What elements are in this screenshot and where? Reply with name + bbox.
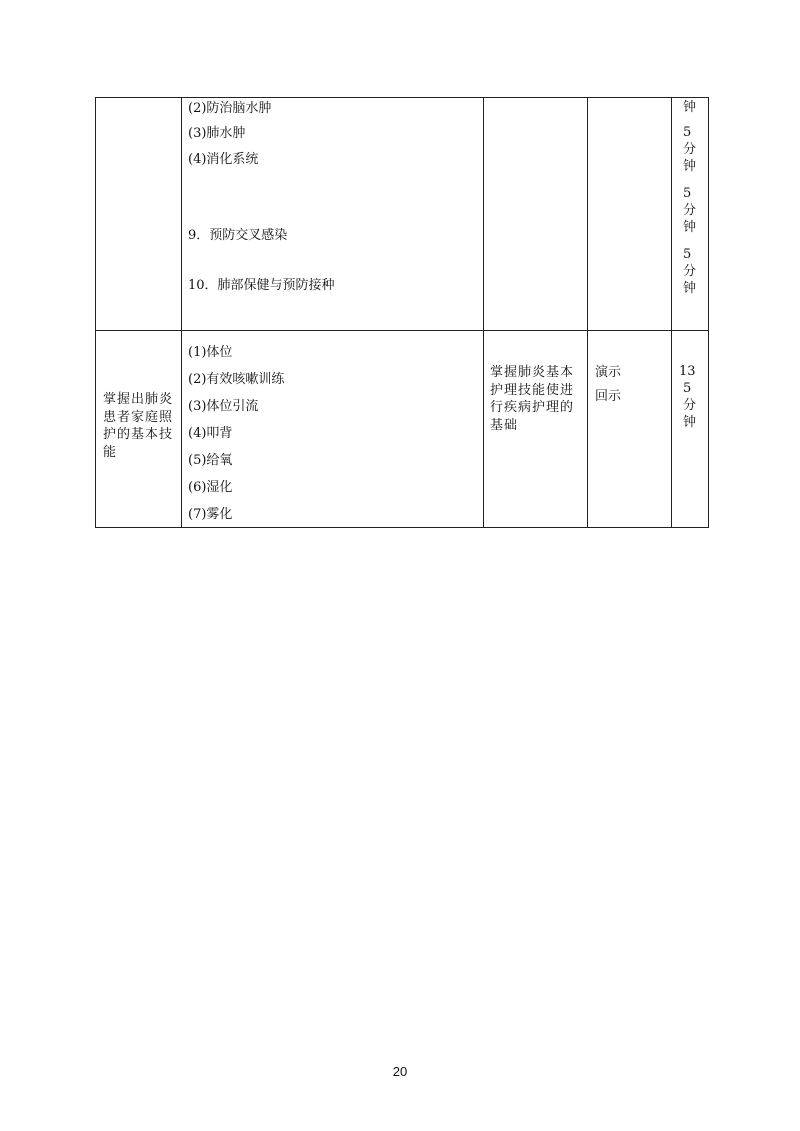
content-cell bbox=[182, 331, 484, 528]
goal-text: 掌握出肺炎患者家庭照护的基本技能 bbox=[103, 392, 174, 460]
content-item: (6)湿化 bbox=[188, 480, 233, 495]
time-char: 5 bbox=[683, 381, 692, 396]
time-cell bbox=[672, 331, 709, 528]
table-row bbox=[96, 98, 709, 331]
content-item: (4)叩背 bbox=[188, 426, 233, 441]
schedule-table bbox=[95, 97, 709, 528]
time-char: 13 bbox=[679, 364, 696, 379]
time-char: 分 bbox=[683, 398, 697, 413]
content-item: (2)有效咳嗽训练 bbox=[188, 372, 285, 387]
time-char: 5 bbox=[683, 247, 692, 262]
method-cell bbox=[588, 98, 672, 331]
content-item: (4)消化系统 bbox=[188, 152, 259, 167]
time-char: 5 bbox=[683, 125, 692, 140]
content-item: (7)雾化 bbox=[188, 507, 233, 522]
time-char: 钟 bbox=[683, 100, 697, 115]
time-char: 钟 bbox=[683, 415, 697, 430]
time-char: 钟 bbox=[683, 220, 697, 235]
method-item: 回示 bbox=[595, 389, 622, 404]
time-cell bbox=[672, 98, 709, 331]
time-char: 钟 bbox=[683, 281, 697, 296]
time-char: 钟 bbox=[683, 159, 697, 174]
page-number: 20 bbox=[392, 1064, 408, 1079]
purpose-cell bbox=[484, 331, 588, 528]
content-item: (3)体位引流 bbox=[188, 399, 259, 414]
content-cell bbox=[182, 98, 484, 331]
time-char: 分 bbox=[683, 264, 697, 279]
content-item: (2)防治脑水肿 bbox=[188, 101, 272, 116]
goal-cell bbox=[96, 98, 182, 331]
content-item: 10．肺部保健与预防接种 bbox=[188, 278, 335, 293]
content-item: (5)给氧 bbox=[188, 453, 233, 468]
goal-cell bbox=[96, 331, 182, 528]
purpose-text: 掌握肺炎基本护理技能使进行疾病护理的基础 bbox=[490, 365, 575, 433]
table-row bbox=[96, 331, 709, 528]
purpose-cell bbox=[484, 98, 588, 331]
method-item: 演示 bbox=[595, 365, 622, 380]
content-item: (1)体位 bbox=[188, 345, 233, 360]
time-char: 分 bbox=[683, 142, 697, 157]
content-item: 9．预防交叉感染 bbox=[188, 228, 288, 243]
method-cell bbox=[588, 331, 672, 528]
time-char: 5 bbox=[683, 186, 692, 201]
time-char: 分 bbox=[683, 203, 697, 218]
content-item: (3)肺水肿 bbox=[188, 126, 246, 141]
